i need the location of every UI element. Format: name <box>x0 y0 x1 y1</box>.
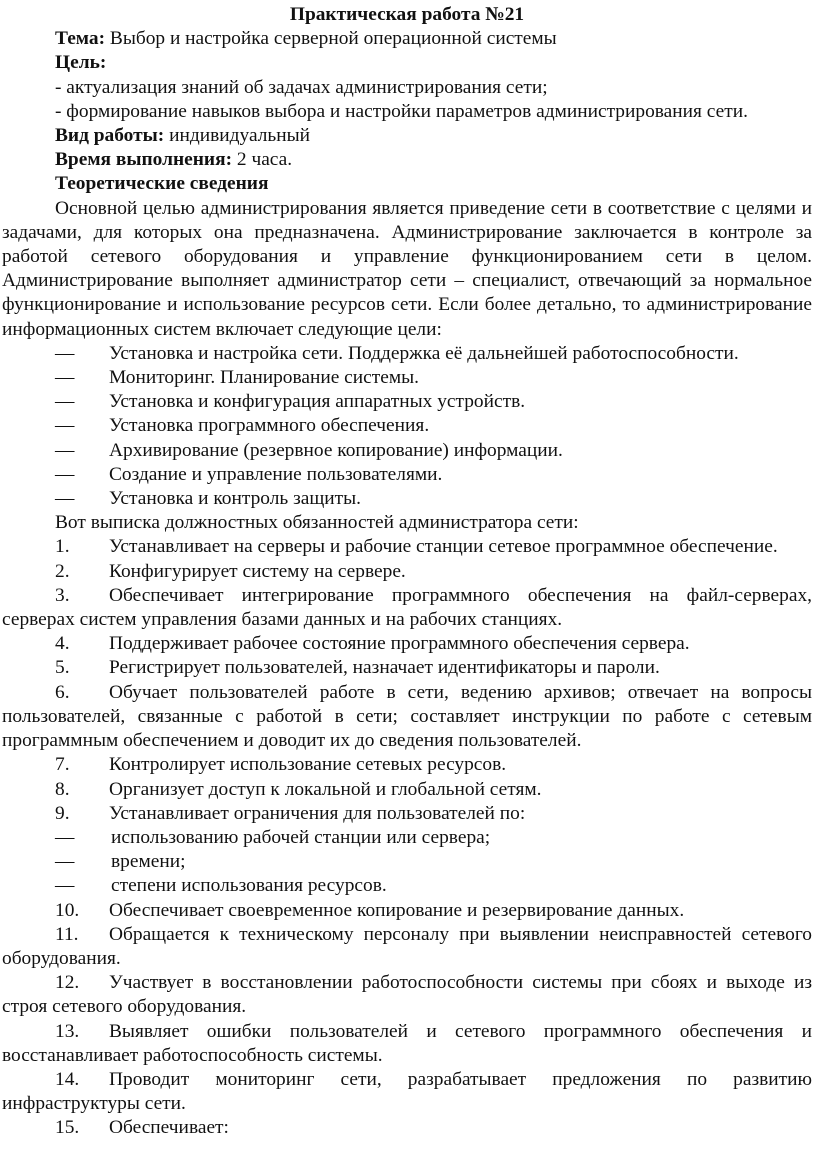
page-title: Практическая работа №21 <box>289 4 525 25</box>
item-text: Регистрирует пользователей, назначает идентификаторы и пароли. <box>109 657 660 679</box>
goal-item: - актуализация знаний об задачах администрирования сети; <box>55 76 548 98</box>
item-number: 7. <box>55 754 70 776</box>
topic-label: Тема: <box>55 28 106 50</box>
dash-marker: — <box>55 342 75 364</box>
dash-marker: — <box>55 367 75 389</box>
item-number: 5. <box>55 657 70 679</box>
theory-intro: Основной целью администрирования является приведение сети в соответствие с целями и задачами, для которых она предназначена. Администрирование заключается в контроле за работой сетевого оборудования и управление функционированием сети в целом. Администрирование выполняет администратор сети – специалист, отвечающий за нормальное функционирование и использование ресурсов сети. Если более детально, то администрирование информационных систем включает следующие цели: <box>2 197 812 340</box>
list-item <box>2 366 812 390</box>
numbered-item <box>2 802 812 826</box>
item-text: Обеспечивает: <box>109 1117 229 1139</box>
topic-value: Выбор и настройка серверной операционной системы <box>109 28 557 50</box>
list-item-text: использованию рабочей станции или сервера; <box>111 826 491 848</box>
item-text: Обеспечивает своевременное копирование и резервирование данных. <box>109 899 685 921</box>
goal-label: Цель: <box>55 52 107 74</box>
list-item <box>2 390 812 414</box>
numbered-item <box>2 1068 812 1116</box>
work-type-value: индивидуальный <box>169 125 311 147</box>
item-text: Выявляет ошибки пользователей и сетевого программного обеспечения и восстанавливает работоспособность системы. <box>2 1020 812 1066</box>
item-text: Проводит мониторинг сети, разрабатывает предложения по развитию инфраструктуры сети. <box>2 1068 812 1115</box>
item-number: 12. <box>55 972 80 994</box>
list-item <box>2 826 812 850</box>
numbered-item <box>2 899 812 923</box>
item-number: 11. <box>55 923 79 945</box>
dash-marker: — <box>55 826 75 848</box>
numbered-item <box>2 923 812 971</box>
time-label: Время выполнения: <box>55 149 233 171</box>
time-line <box>2 148 812 172</box>
numbered-item <box>2 778 812 802</box>
list-item-text: Установка и контроль защиты. <box>109 488 362 510</box>
list-item-text: Установка и настройка сети. Поддержка её дальнейшей работоспособности. <box>109 342 739 364</box>
duties-intro: Вот выписка должностных обязанностей администратора сети: <box>55 512 579 534</box>
dash-marker: — <box>55 488 75 510</box>
numbered-item <box>2 681 812 754</box>
item-number: 13. <box>55 1020 80 1042</box>
numbered-item <box>2 1020 812 1068</box>
restrictions-list <box>2 826 812 899</box>
numbered-item <box>2 1116 812 1140</box>
work-type-label: Вид работы: <box>55 125 165 147</box>
item-number: 8. <box>55 778 70 800</box>
list-item-text: Установка программного обеспечения. <box>109 415 430 437</box>
item-number: 9. <box>55 802 70 824</box>
item-text: Обращается к техническому персоналу при выявлении неисправностей сетевого оборудования. <box>2 923 812 969</box>
list-item <box>2 342 812 366</box>
admin-goals-list <box>2 342 812 511</box>
numbered-item <box>2 632 812 656</box>
topic-line <box>2 27 812 51</box>
list-item <box>2 487 812 511</box>
list-item <box>2 414 812 438</box>
list-item <box>2 463 812 487</box>
list-item <box>2 850 812 874</box>
item-text: Обеспечивает интегрирование программного обеспечения на файл-серверах, серверах систем управления базами данных и на рабочих станциях. <box>2 584 812 631</box>
goal-item: - формирование навыков выбора и настройки параметров администрирования сети. <box>55 100 748 122</box>
item-text: Поддерживает рабочее состояние программного обеспечения сервера. <box>109 633 690 655</box>
dash-marker: — <box>55 463 75 485</box>
list-item <box>2 874 812 898</box>
numbered-item <box>2 971 812 1019</box>
dash-marker: — <box>55 875 75 897</box>
list-item-text: степени использования ресурсов. <box>111 875 387 897</box>
numbered-item <box>2 753 812 777</box>
item-text: Контролирует использование сетевых ресурсов. <box>109 754 507 776</box>
item-number: 15. <box>55 1117 80 1139</box>
item-number: 2. <box>55 560 70 582</box>
item-number: 4. <box>55 633 70 655</box>
item-text: Организует доступ к локальной и глобальной сетям. <box>109 778 542 800</box>
list-item-text: Мониторинг. Планирование системы. <box>109 367 419 389</box>
item-number: 10. <box>55 899 80 921</box>
list-item-text: Установка и конфигурация аппаратных устройств. <box>109 391 526 413</box>
item-text: Конфигурирует систему на сервере. <box>109 560 406 582</box>
item-text: Устанавливает на серверы и рабочие станции сетевое программное обеспечение. <box>109 536 778 558</box>
list-item <box>2 439 812 463</box>
numbered-item <box>2 560 812 584</box>
item-number: 6. <box>55 681 70 703</box>
list-item-text: Архивирование (резервное копирование) информации. <box>109 439 563 461</box>
time-value: 2 часа. <box>236 149 293 171</box>
duties-list-continued <box>2 899 812 1141</box>
numbered-item <box>2 535 812 559</box>
item-text: Обучает пользователей работе в сети, ведению архивов; отвечает на вопросы пользователей, связанные с работой в сети; составляет инструкции по работе с сетевым программным обеспечением и доводит их до сведения пользователей. <box>2 681 812 752</box>
dash-marker: — <box>55 415 75 437</box>
item-number: 3. <box>55 584 70 606</box>
duties-list <box>2 535 812 825</box>
dash-marker: — <box>55 851 75 873</box>
list-item-text: Создание и управление пользователями. <box>109 463 443 485</box>
item-text: Участвует в восстановлении работоспособности системы при сбоях и выходе из строя сетевого оборудования. <box>2 972 812 1018</box>
item-text: Устанавливает ограничения для пользователей по: <box>109 802 526 824</box>
item-number: 1. <box>55 536 70 558</box>
numbered-item <box>2 584 812 632</box>
dash-marker: — <box>55 439 75 461</box>
theory-heading: Теоретические сведения <box>55 173 269 195</box>
item-number: 14. <box>55 1068 80 1090</box>
list-item-text: времени; <box>111 851 186 873</box>
dash-marker: — <box>55 391 75 413</box>
numbered-item <box>2 656 812 680</box>
work-type-line <box>2 124 812 148</box>
